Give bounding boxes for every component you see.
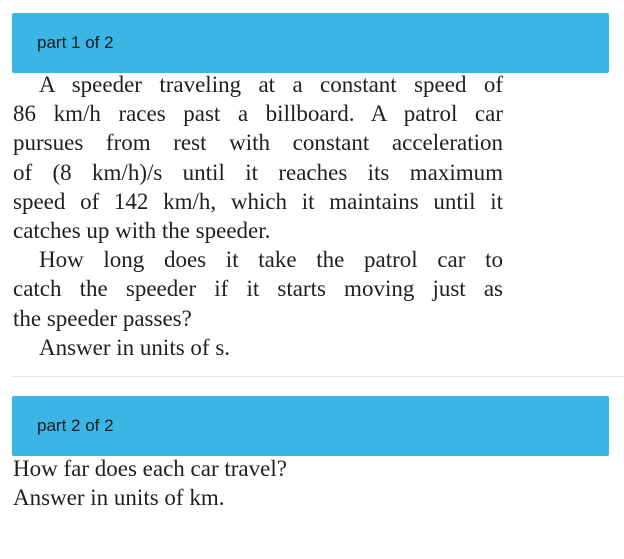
part-1-title: part 1 of 2	[37, 33, 114, 52]
part-1-header	[12, 13, 609, 73]
problem-line: 86 km/h races past a billboard. A patrol car	[13, 101, 503, 127]
question-line: How long does it take the patrol car to	[39, 247, 503, 273]
part-divider	[12, 376, 624, 377]
answer-units-line: Answer in units of km.	[13, 485, 225, 511]
problem-line: pursues from rest with constant acceleration	[13, 130, 503, 156]
answer-units-line: Answer in units of s.	[39, 334, 231, 360]
part-2-problem-text	[13, 454, 503, 512]
question-line: How far does each car travel?	[13, 456, 287, 481]
part-1-problem-text	[13, 70, 503, 362]
problem-line: catches up with the speeder.	[13, 218, 271, 244]
problem-line: of (8 km/h)/s until it reaches its maximum	[13, 159, 503, 185]
part-2-header	[12, 396, 609, 456]
question-line: the speeder passes?	[13, 305, 192, 331]
problem-line: A speeder traveling at a constant speed of	[39, 72, 503, 97]
question-line: catch the speeder if it starts moving just as	[13, 276, 503, 302]
problem-line: speed of 142 km/h, which it maintains until it	[13, 188, 503, 214]
part-2-title: part 2 of 2	[37, 416, 114, 435]
